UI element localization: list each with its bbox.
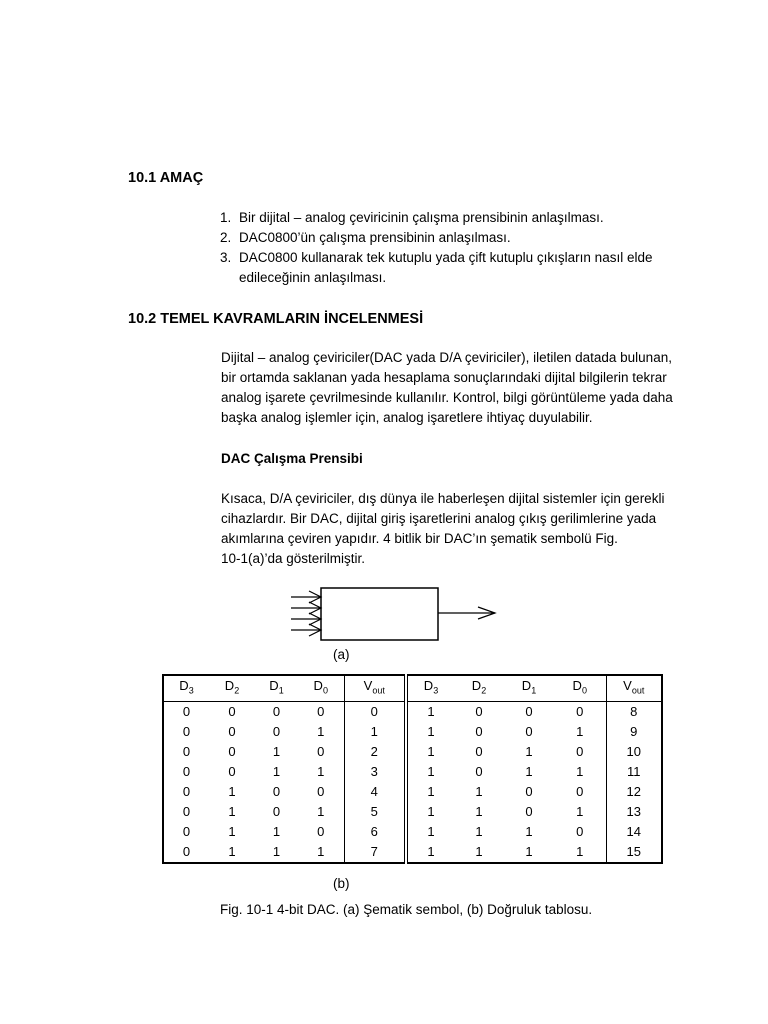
table-row bbox=[163, 802, 662, 822]
header-subscript: 0 bbox=[322, 685, 328, 696]
list-text: DAC0800 kullanarak tek kutuplu yada çift kutuplu çıkışların nasıl elde bbox=[239, 250, 653, 265]
table-cell: 8 bbox=[630, 703, 638, 719]
list-text: edileceğinin anlaşılması. bbox=[239, 270, 387, 285]
paragraph-line: akımlarına çeviren yapıdır. 4 bitlik bir DAC’ın şematik sembolü Fig. bbox=[221, 531, 618, 546]
paragraph-line: başka analog işlemler için, analog işaretlere ihtiyaç duyulabilir. bbox=[221, 410, 593, 425]
table-cell: 1 bbox=[554, 802, 606, 822]
table-cell: 10 bbox=[626, 743, 641, 759]
header-subscript: out bbox=[372, 685, 385, 696]
paragraph-line: bir ortamda saklanan yada hesaplama sonuçlarındaki dijital bilgilerin tekrar bbox=[221, 370, 667, 385]
table-cell: 0 bbox=[272, 723, 281, 739]
list-number: 3. bbox=[220, 250, 232, 265]
table-cell: 1 bbox=[427, 763, 435, 779]
table-cell: 1 bbox=[298, 842, 344, 863]
header-symbol: D bbox=[224, 678, 235, 693]
table-cell: 5 bbox=[344, 802, 406, 822]
table-cell: 0 bbox=[182, 803, 191, 819]
table-cell: 4 bbox=[344, 782, 406, 802]
table-cell: 1 bbox=[427, 723, 435, 739]
input-arrows bbox=[291, 591, 321, 636]
header-symbol: D bbox=[269, 678, 279, 693]
table-cell: 0 bbox=[182, 703, 191, 719]
list-item bbox=[220, 248, 690, 288]
list-number: 1. bbox=[220, 210, 232, 225]
table-cell: 0 bbox=[525, 803, 533, 819]
table-cell: 1 bbox=[228, 823, 236, 839]
table-cell: 1 bbox=[272, 823, 281, 839]
table-cell: 0 bbox=[475, 743, 483, 759]
table-header-cell bbox=[554, 675, 606, 701]
table-cell: 1 bbox=[298, 722, 344, 742]
header-subscript: 1 bbox=[278, 685, 284, 696]
dac-paragraph bbox=[221, 489, 701, 569]
table-cell: 1 bbox=[554, 722, 606, 742]
table-row bbox=[163, 782, 662, 802]
table-cell: 0 bbox=[475, 723, 483, 739]
table-cell: 15 bbox=[626, 843, 641, 859]
table-cell: 0 bbox=[272, 703, 281, 719]
table-cell: 0 bbox=[272, 803, 281, 819]
header-symbol: D bbox=[313, 678, 323, 693]
table-cell: 0 bbox=[228, 763, 236, 779]
paragraph-line: 10-1(a)’da gösterilmiştir. bbox=[221, 551, 366, 566]
table-cell: 1 bbox=[525, 843, 533, 859]
table-header-cell bbox=[606, 675, 662, 701]
list-text: DAC0800’ün çalışma prensibinin anlaşılması. bbox=[239, 230, 511, 245]
table-cell: 1 bbox=[298, 762, 344, 782]
table-cell: 3 bbox=[344, 762, 406, 782]
header-subscript: 2 bbox=[481, 685, 487, 696]
table-cell: 0 bbox=[525, 703, 533, 719]
paragraph-line: analog işarete çevrilmesinde kullanılır. Kontrol, bilgi görüntüleme yada daha bbox=[221, 390, 673, 405]
dac-schematic-symbol bbox=[285, 582, 505, 646]
table-cell: 0 bbox=[475, 763, 483, 779]
table-cell: 1 bbox=[272, 743, 281, 759]
table-row bbox=[163, 701, 662, 722]
table-row bbox=[163, 722, 662, 742]
table-header-cell bbox=[209, 675, 255, 701]
header-symbol: D bbox=[572, 678, 582, 693]
table-header-cell bbox=[255, 675, 298, 701]
table-cell: 0 bbox=[525, 723, 533, 739]
list-item bbox=[220, 228, 690, 248]
header-symbol: D bbox=[521, 678, 532, 693]
table-row bbox=[163, 822, 662, 842]
table-cell: 1 bbox=[475, 843, 483, 859]
table-cell: 7 bbox=[344, 842, 406, 863]
table-cell: 1 bbox=[228, 803, 236, 819]
header-symbol: D bbox=[179, 678, 189, 693]
table-cell: 0 bbox=[182, 823, 191, 839]
table-cell: 1 bbox=[475, 783, 483, 799]
table-cell: 0 bbox=[182, 743, 191, 759]
paragraph-line: Dijital – analog çeviriciler(DAC yada D/A çeviriciler), iletilen datada bulunan, bbox=[221, 350, 672, 365]
table-cell: 0 bbox=[298, 782, 344, 802]
table-cell: 0 bbox=[228, 723, 236, 739]
header-subscript: 0 bbox=[581, 685, 587, 696]
subheading: DAC Çalışma Prensibi bbox=[221, 451, 363, 466]
paragraph-line: Kısaca, D/A çeviriciler, dış dünya ile haberleşen dijital sistemler için gerekli bbox=[221, 491, 665, 506]
table-cell: 2 bbox=[344, 742, 406, 762]
table-header-cell bbox=[344, 675, 406, 701]
header-symbol: V bbox=[623, 678, 632, 693]
table-cell: 1 bbox=[298, 802, 344, 822]
table-cell: 9 bbox=[630, 723, 638, 739]
table-header-cell bbox=[406, 675, 454, 701]
header-symbol: D bbox=[423, 678, 434, 693]
table-cell: 13 bbox=[626, 803, 641, 819]
table-row bbox=[163, 842, 662, 863]
table-cell: 1 bbox=[272, 763, 281, 779]
figure-label-b: (b) bbox=[333, 876, 350, 891]
header-symbol: D bbox=[471, 678, 482, 693]
table-cell: 6 bbox=[344, 822, 406, 842]
table-cell: 0 bbox=[344, 701, 406, 722]
table-cell: 14 bbox=[626, 823, 641, 839]
figure-caption: Fig. 10-1 4-bit DAC. (a) Şematik sembol, (b) Doğruluk tablosu. bbox=[220, 902, 593, 917]
section-heading-2: 10.2 TEMEL KAVRAMLARIN İNCELENMESİ bbox=[128, 311, 424, 327]
list-text: Bir dijital – analog çeviricinin çalışma prensibinin anlaşılması. bbox=[239, 210, 604, 225]
table-cell: 1 bbox=[554, 842, 606, 863]
table-cell: 1 bbox=[525, 743, 533, 759]
objectives-list bbox=[220, 208, 690, 288]
table-cell: 1 bbox=[525, 823, 533, 839]
table-header-cell bbox=[454, 675, 504, 701]
table-cell: 0 bbox=[182, 723, 191, 739]
table-cell: 1 bbox=[427, 843, 435, 859]
dac-block bbox=[321, 588, 438, 640]
header-subscript: 1 bbox=[531, 685, 537, 696]
table-header-cell bbox=[163, 675, 209, 701]
table-cell: 0 bbox=[182, 763, 191, 779]
header-symbol: V bbox=[363, 678, 373, 693]
table-cell: 1 bbox=[475, 803, 483, 819]
table-cell: 0 bbox=[298, 701, 344, 722]
table-cell: 12 bbox=[626, 783, 641, 799]
table-cell: 0 bbox=[228, 703, 236, 719]
table-cell: 0 bbox=[228, 743, 236, 759]
table-cell: 0 bbox=[554, 701, 606, 722]
output-arrow bbox=[438, 607, 495, 619]
list-number: 2. bbox=[220, 230, 232, 245]
header-subscript: 3 bbox=[188, 685, 194, 696]
table-cell: 1 bbox=[554, 762, 606, 782]
table-cell: 1 bbox=[427, 823, 435, 839]
table-cell: 1 bbox=[344, 722, 406, 742]
table-cell: 1 bbox=[427, 703, 435, 719]
table-cell: 0 bbox=[272, 783, 281, 799]
section-heading-1: 10.1 AMAÇ bbox=[128, 170, 204, 186]
list-item bbox=[220, 208, 690, 228]
header-subscript: 3 bbox=[433, 685, 439, 696]
table-cell: 1 bbox=[475, 823, 483, 839]
table-cell: 1 bbox=[427, 803, 435, 819]
truth-table bbox=[162, 674, 663, 864]
paragraph-line: cihazlardır. Bir DAC, dijital giriş işaretlerini analog çıkış gerilimlerine yada bbox=[221, 511, 657, 526]
table-row bbox=[163, 742, 662, 762]
table-cell: 0 bbox=[298, 742, 344, 762]
table-cell: 1 bbox=[525, 763, 533, 779]
table-cell: 0 bbox=[554, 742, 606, 762]
table-cell: 0 bbox=[182, 843, 191, 859]
table-cell: 1 bbox=[427, 743, 435, 759]
table-cell: 0 bbox=[554, 822, 606, 842]
table-cell: 0 bbox=[525, 783, 533, 799]
table-header-cell bbox=[298, 675, 344, 701]
table-cell: 1 bbox=[228, 783, 236, 799]
header-subscript: 2 bbox=[234, 685, 240, 696]
table-cell: 0 bbox=[182, 783, 191, 799]
header-subscript: out bbox=[631, 685, 645, 696]
table-cell: 0 bbox=[554, 782, 606, 802]
table-cell: 11 bbox=[627, 763, 641, 779]
table-cell: 1 bbox=[272, 843, 281, 859]
intro-paragraph bbox=[221, 348, 701, 428]
table-row bbox=[163, 762, 662, 782]
table-cell: 0 bbox=[298, 822, 344, 842]
table-cell: 1 bbox=[427, 783, 435, 799]
table-header-cell bbox=[504, 675, 554, 701]
table-cell: 1 bbox=[228, 843, 236, 859]
table-cell: 0 bbox=[475, 703, 483, 719]
figure-label-a: (a) bbox=[333, 647, 350, 662]
